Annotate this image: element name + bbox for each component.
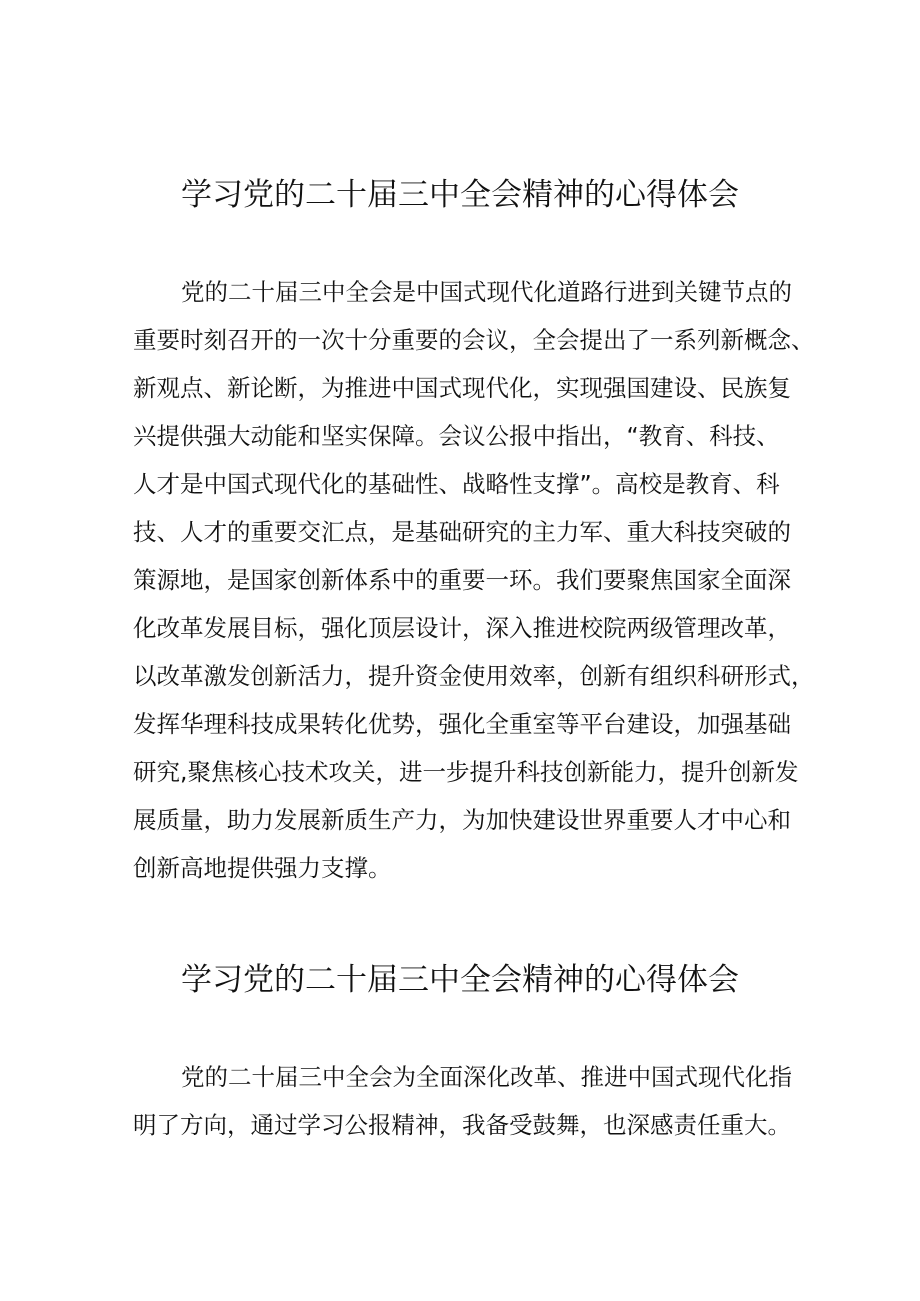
paragraph-line: 研究,聚焦核心技术攻关，进一步提升科技创新能力，提升创新发 bbox=[133, 758, 799, 786]
paragraph-line: 以改革激发创新活力，提升资金使用效率，创新有组织科研形式， bbox=[133, 662, 815, 690]
paragraph-line: 重要时刻召开的一次十分重要的会议，全会提出了一系列新概念、 bbox=[133, 326, 815, 354]
paragraph-line: 化改革发展目标，强化顶层设计，深入推进校院两级管理改革， bbox=[133, 614, 791, 642]
section-title: 学习党的二十届三中全会精神的心得体会 bbox=[181, 962, 739, 998]
paragraph-line: 党的二十届三中全会为全面深化改革、推进中国式现代化指 bbox=[181, 1063, 792, 1091]
paragraph-line: 明了方向，通过学习公报精神，我备受鼓舞，也深感责任重大。 bbox=[133, 1111, 791, 1139]
paragraph-line: 发挥华理科技成果转化优势，强化全重室等平台建设，加强基础 bbox=[133, 710, 791, 738]
paragraph-line: 人才是中国式现代化的基础性、战略性支撑”。高校是教育、科 bbox=[133, 470, 780, 498]
paragraph-line: 技、人才的重要交汇点，是基础研究的主力军、重大科技突破的 bbox=[133, 518, 791, 546]
section-title: 学习党的二十届三中全会精神的心得体会 bbox=[181, 177, 739, 213]
paragraph-line: 党的二十届三中全会是中国式现代化道路行进到关键节点的 bbox=[181, 278, 792, 306]
paragraph-line: 兴提供强大动能和坚实保障。会议公报中指出，“教育、科技、 bbox=[133, 422, 780, 450]
paragraph-line: 策源地，是国家创新体系中的重要一环。我们要聚焦国家全面深 bbox=[133, 566, 791, 594]
paragraph-line: 创新高地提供强力支撑。 bbox=[133, 854, 392, 882]
paragraph-line: 展质量，助力发展新质生产力，为加快建设世界重要人才中心和 bbox=[133, 806, 791, 834]
paragraph-line: 新观点、新论断，为推进中国式现代化，实现强国建设、民族复 bbox=[133, 374, 791, 402]
